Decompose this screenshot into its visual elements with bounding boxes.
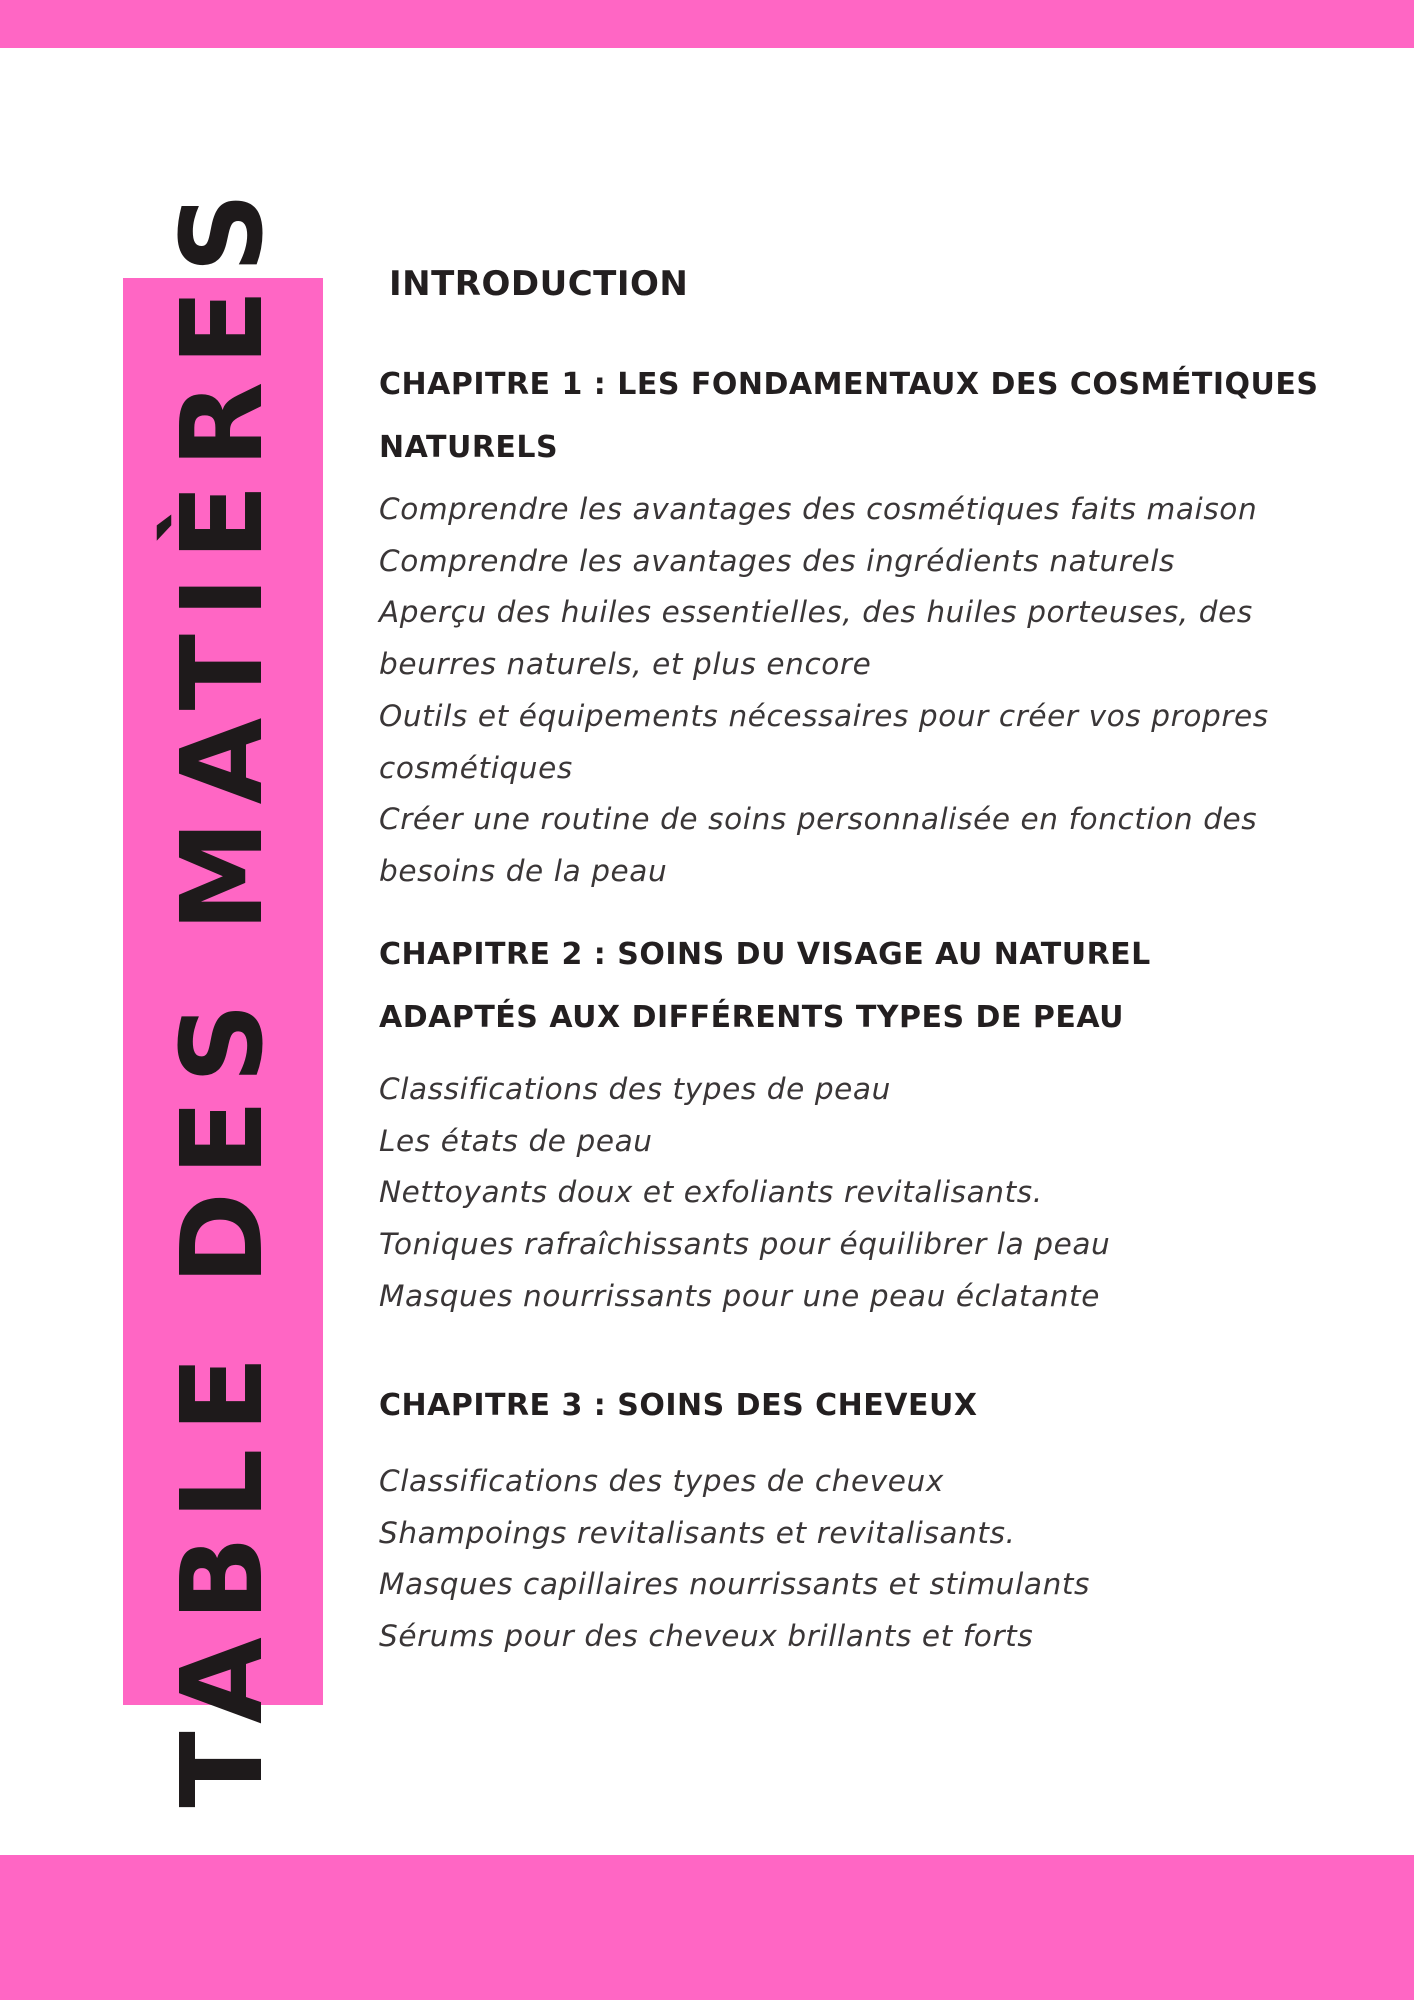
chapter-3-title-line-1: CHAPITRE 3 : SOINS DES CHEVEUX (379, 1388, 978, 1423)
chapter-1-title (379, 353, 1318, 479)
list-item: Classifications des types de cheveux (379, 1464, 944, 1498)
chapter-2-title-line-1: CHAPITRE 2 : SOINS DU VISAGE AU NATUREL (379, 937, 1151, 972)
list-item: Classifications des types de peau (379, 1072, 891, 1106)
introduction-heading: INTRODUCTION (389, 264, 689, 304)
side-title-panel (123, 175, 323, 1808)
chapter-1-items (379, 484, 1389, 898)
list-item: Masques capillaires nourrissants et stimulants (379, 1567, 1091, 1602)
list-item: Outils et équipements nécessaires pour créer vos propres (379, 698, 1269, 733)
list-item: Shampoings revitalisants et revitalisants. (379, 1515, 1016, 1550)
chapter-2-items (379, 1064, 1389, 1323)
list-item: besoins de la peau (379, 853, 668, 888)
chapter-2-title (379, 923, 1151, 1049)
chapter-3-title (379, 1374, 977, 1437)
list-item: Toniques rafraîchissants pour équilibrer la peau (379, 1227, 1111, 1262)
top-pink-band (0, 0, 1414, 48)
chapter-1-title-line-2: NATURELS (379, 430, 559, 465)
side-title: TABLE DES MATIÈRES (158, 175, 288, 1808)
list-item: Aperçu des huiles essentielles, des huiles porteuses, des (379, 595, 1253, 630)
list-item: Comprendre les avantages des ingrédients naturels (379, 543, 1176, 578)
list-item: beurres naturels, et plus encore (379, 647, 872, 682)
list-item: Les états de peau (379, 1123, 653, 1158)
list-item: Créer une routine de soins personnalisée en fonction des (379, 802, 1258, 837)
chapter-3-items (379, 1456, 1389, 1663)
chapter-1-title-line-1: CHAPITRE 1 : LES FONDAMENTAUX DES COSMÉTIQUES (379, 367, 1319, 402)
bottom-pink-band (0, 1855, 1414, 2000)
list-item: cosmétiques (379, 750, 573, 785)
list-item: Masques nourrissants pour une peau éclatante (379, 1278, 1100, 1313)
chapter-2-title-line-2: ADAPTÉS AUX DIFFÉRENTS TYPES DE PEAU (379, 1000, 1125, 1035)
list-item: Sérums pour des cheveux brillants et forts (379, 1619, 1034, 1654)
list-item: Nettoyants doux et exfoliants revitalisants. (379, 1175, 1043, 1210)
list-item: Comprendre les avantages des cosmétiques faits maison (379, 492, 1258, 526)
